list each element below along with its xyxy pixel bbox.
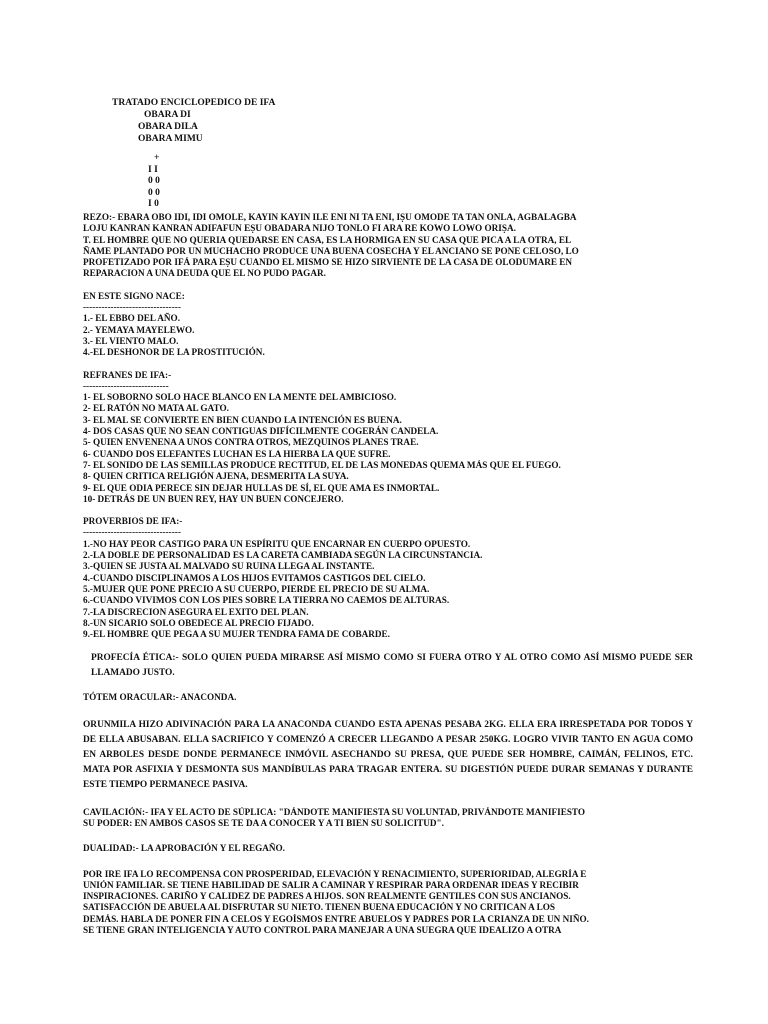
list-item: 6- CUANDO DOS ELEFANTES LUCHAN ES LA HIERBA LA QUE SUFRE.	[83, 448, 391, 459]
document-body	[83, 212, 693, 936]
list-item: 7- EL SONIDO DE LAS SEMILLAS PRODUCE RECTITUD, EL DE LAS MONEDAS QUEMA MÁS QUE EL FUEGO.	[83, 459, 561, 470]
odu-mark-row: 0 0	[148, 176, 160, 187]
list-item: 3.-QUIEN SE JUSTA AL MALVADO SU RUINA LLEGA AL INSTANTE.	[83, 561, 375, 572]
rezo-line: REPARACION A UNA DEUDA QUE EL NO PUDO PAGAR.	[83, 268, 326, 279]
odu-mark-row: I I	[148, 164, 158, 175]
odu-figure	[148, 153, 160, 211]
list-item: 5- QUIEN ENVENENA A UNOS CONTRA OTROS, MEZQUINOS PLANES TRAE.	[83, 437, 419, 448]
proverbios-section	[83, 516, 693, 640]
rezo-line: REZO:- EBARA OBO IDI, IDI OMOLE, KAYIN KAYIN ILE ENI NI TA ENI, IṢU OMODE TA TAN ONLA, AGBALAGBA	[83, 212, 577, 222]
list-item: 9.-EL HOMBRE QUE PEGA A SU MUJER TENDRA FAMA DE COBARDE.	[83, 629, 390, 640]
cavilacion-line: SU PODER: EN AMBOS CASOS SE TE DA A CONOCER Y A TI BIEN SU SOLICITUD".	[83, 817, 444, 828]
document-title: TRATADO ENCICLOPEDICO DE IFA	[112, 98, 276, 108]
section-rule: --------------------------------	[83, 302, 181, 313]
orunmila-paragraph: ORUNMILA HIZO ADIVINACIÓN PARA LA ANACONDA CUANDO ESTA APENAS PESABA 2KG. ELLA ERA IRRESPETADA POR TODOS Y DE ELLA ABUSABAN. ELLA SACRIFICO Y COMENZÓ A CRECER LLEGANDO A PESAR 250KG. LOGRO VIVIR TANTO EN AGUA COMO EN ARBOLES DESDE DONDE PERMANECE INMÓVIL ASECHANDO SU PRESA, QUE PUEDE SER HOMBRE, CAIMÁN, FELINOS, ETC. MATA POR ASFIXIA Y DESMONTA SUS MANDÍBULAS PARA TRAGAR ENTERA. SU DIGESTIÓN PUEDE DURAR SEMANAS Y DURANTE ESTE TIEMPO PERMANECE PASIVA.	[83, 719, 693, 790]
list-item: 5.-MUJER QUE PONE PRECIO A SU CUERPO, PIERDE EL PRECIO DE SU ALMA.	[83, 583, 430, 594]
nace-section	[83, 291, 693, 359]
ire-paragraph	[83, 869, 693, 937]
list-item: 4.-CUANDO DISCIPLINAMOS A LOS HIJOS EVITAMOS CASTIGOS DEL CIELO.	[83, 572, 426, 583]
list-item: 7.-LA DISCRECION ASEGURA EL EXITO DEL PLAN.	[83, 606, 309, 617]
list-item: 8.-UN SICARIO SOLO OBEDECE AL PRECIO FIJADO.	[83, 617, 314, 628]
list-item: 1- EL SOBORNO SOLO HACE BLANCO EN LA MENTE DEL AMBICIOSO.	[83, 392, 397, 403]
rezo-line: PROFETIZADO POR IFÁ PARA EṢU CUANDO EL MISMO SE HIZO SIRVIENTE DE LA CASA DE OLODUMARE EN	[83, 257, 573, 268]
refranes-section	[83, 370, 693, 506]
list-item: 1.-NO HAY PEOR CASTIGO PARA UN ESPÍRITU QUE ENCARNAR EN CUERPO OPUESTO.	[83, 538, 471, 549]
rezo-section	[83, 212, 693, 280]
sign-name-3: OBARA MIMU	[138, 134, 203, 144]
cavilacion-line: CAVILACIÓN:- IFA Y EL ACTO DE SÚPLICA: "DÁNDOTE MANIFIESTA SU VOLUNTAD, PRIVÁNDOTE MANIFIESTO	[83, 806, 586, 817]
profecia-paragraph: PROFECÍA ÉTICA:- SOLO QUIEN PUEDA MIRARSE ASÍ MISMO COMO SI FUERA OTRO Y AL OTRO COMO ASÍ MISMO PUEDE SER LLAMADO JUSTO.	[91, 653, 693, 679]
list-item: 4- DOS CASAS QUE NO SEAN CONTIGUAS DIFÍCILMENTE COGERÁN CANDELA.	[83, 426, 439, 437]
section-rule: --------------------------------	[83, 527, 181, 538]
odu-mark-row: 0 0	[148, 187, 160, 198]
list-item: 8- QUIEN CRITICA RELIGIÓN AJENA, DESMERITA LA SUYA.	[83, 471, 349, 482]
rezo-line: T. EL HOMBRE QUE NO QUERIA QUEDARSE EN CASA, ES LA HORMIGA EN SU CASA QUE PICA A LA OTRA, EL	[83, 234, 572, 245]
sign-name-1: OBARA DI	[144, 110, 191, 120]
section-rule: ----------------------------	[83, 380, 169, 391]
document-header	[112, 97, 275, 145]
list-item: 2.- YEMAYA MAYELEWO.	[83, 324, 195, 335]
list-item: 3.- EL VIENTO MALO.	[83, 335, 179, 346]
rezo-line: LOJU KANRAN KANRAN ADIFAFUN EṢU OBADARA NIJO TONLO FI ARA RE KOWO LOWO ORIṢA.	[83, 223, 516, 234]
list-item: 4.-EL DESHONOR DE LA PROSTITUCIÓN.	[83, 347, 265, 358]
ire-line: DEMÁS. HABLA DE PONER FIN A CELOS Y EGOÍSMOS ENTRE ABUELOS Y PADRES POR LA CRIANZA DE UN NIÑO.	[83, 913, 589, 924]
list-item: 2.-LA DOBLE DE PERSONALIDAD ES LA CARETA CAMBIADA SEGÚN LA CIRCUNSTANCIA.	[83, 550, 483, 561]
totem-paragraph: TÓTEM ORACULAR:- ANACONDA.	[83, 692, 237, 703]
odu-mark-row: +	[154, 153, 160, 163]
rezo-line: ÑAME PLANTADO POR UN MUCHACHO PRODUCE UNA BUENA COSECHA Y EL ANCIANO SE PONE CELOSO, LO	[83, 245, 579, 256]
sign-name-2: OBARA DILA	[138, 122, 198, 132]
section-heading: PROVERBIOS DE IFA:-	[83, 516, 183, 527]
ire-line: INSPIRACIONES. CARIÑO Y CALIDEZ DE PADRES A HIJOS. SON REALMENTE GENTILES CON SUS ANCIANOS.	[83, 891, 571, 902]
list-item: 2- EL RATÓN NO MATA AL GATO.	[83, 403, 229, 414]
section-heading: REFRANES DE IFA:-	[83, 369, 172, 380]
list-item: 6.-CUANDO VIVIMOS CON LOS PIES SOBRE LA TIERRA NO CAEMOS DE ALTURAS.	[83, 595, 450, 606]
list-item: 10- DETRÁS DE UN BUEN REY, HAY UN BUEN CONCEJERO.	[83, 493, 344, 504]
ire-line: SATISFACCIÓN DE ABUELA AL DISFRUTAR SU NIETO. TIENEN BUENA EDUCACIÓN Y NO CRITICAN A LOS	[83, 902, 555, 913]
list-item: 9- EL QUE ODIA PERECE SIN DEJAR HULLAS DE SÍ, EL QUE AMA ES INMORTAL.	[83, 482, 440, 493]
ire-line: SE TIENE GRAN INTELIGENCIA Y AUTO CONTROL PARA MANEJAR A UNA SUEGRA QUE IDEALIZO A OTRA	[83, 925, 562, 936]
cavilacion-paragraph	[83, 807, 693, 830]
section-heading: EN ESTE SIGNO NACE:	[83, 290, 185, 301]
ire-line: POR IRE IFA LO RECOMPENSA CON PROSPERIDAD, ELEVACIÓN Y RENACIMIENTO, SUPERIORIDAD, ALEGRÍA E	[83, 868, 587, 879]
dualidad-paragraph: DUALIDAD:- LA APROBACIÓN Y EL REGAÑO.	[83, 843, 285, 854]
ire-line: UNIÓN FAMILIAR. SE TIENE HABILIDAD DE SALIR A CAMINAR Y RESPIRAR PARA ORDENAR IDEAS Y RECIBIR	[83, 879, 579, 890]
list-item: 3- EL MAL SE CONVIERTE EN BIEN CUANDO LA INTENCIÓN ES BUENA.	[83, 414, 402, 425]
list-item: 1.- EL EBBO DEL AÑO.	[83, 313, 181, 324]
odu-mark-row: I 0	[148, 199, 159, 210]
